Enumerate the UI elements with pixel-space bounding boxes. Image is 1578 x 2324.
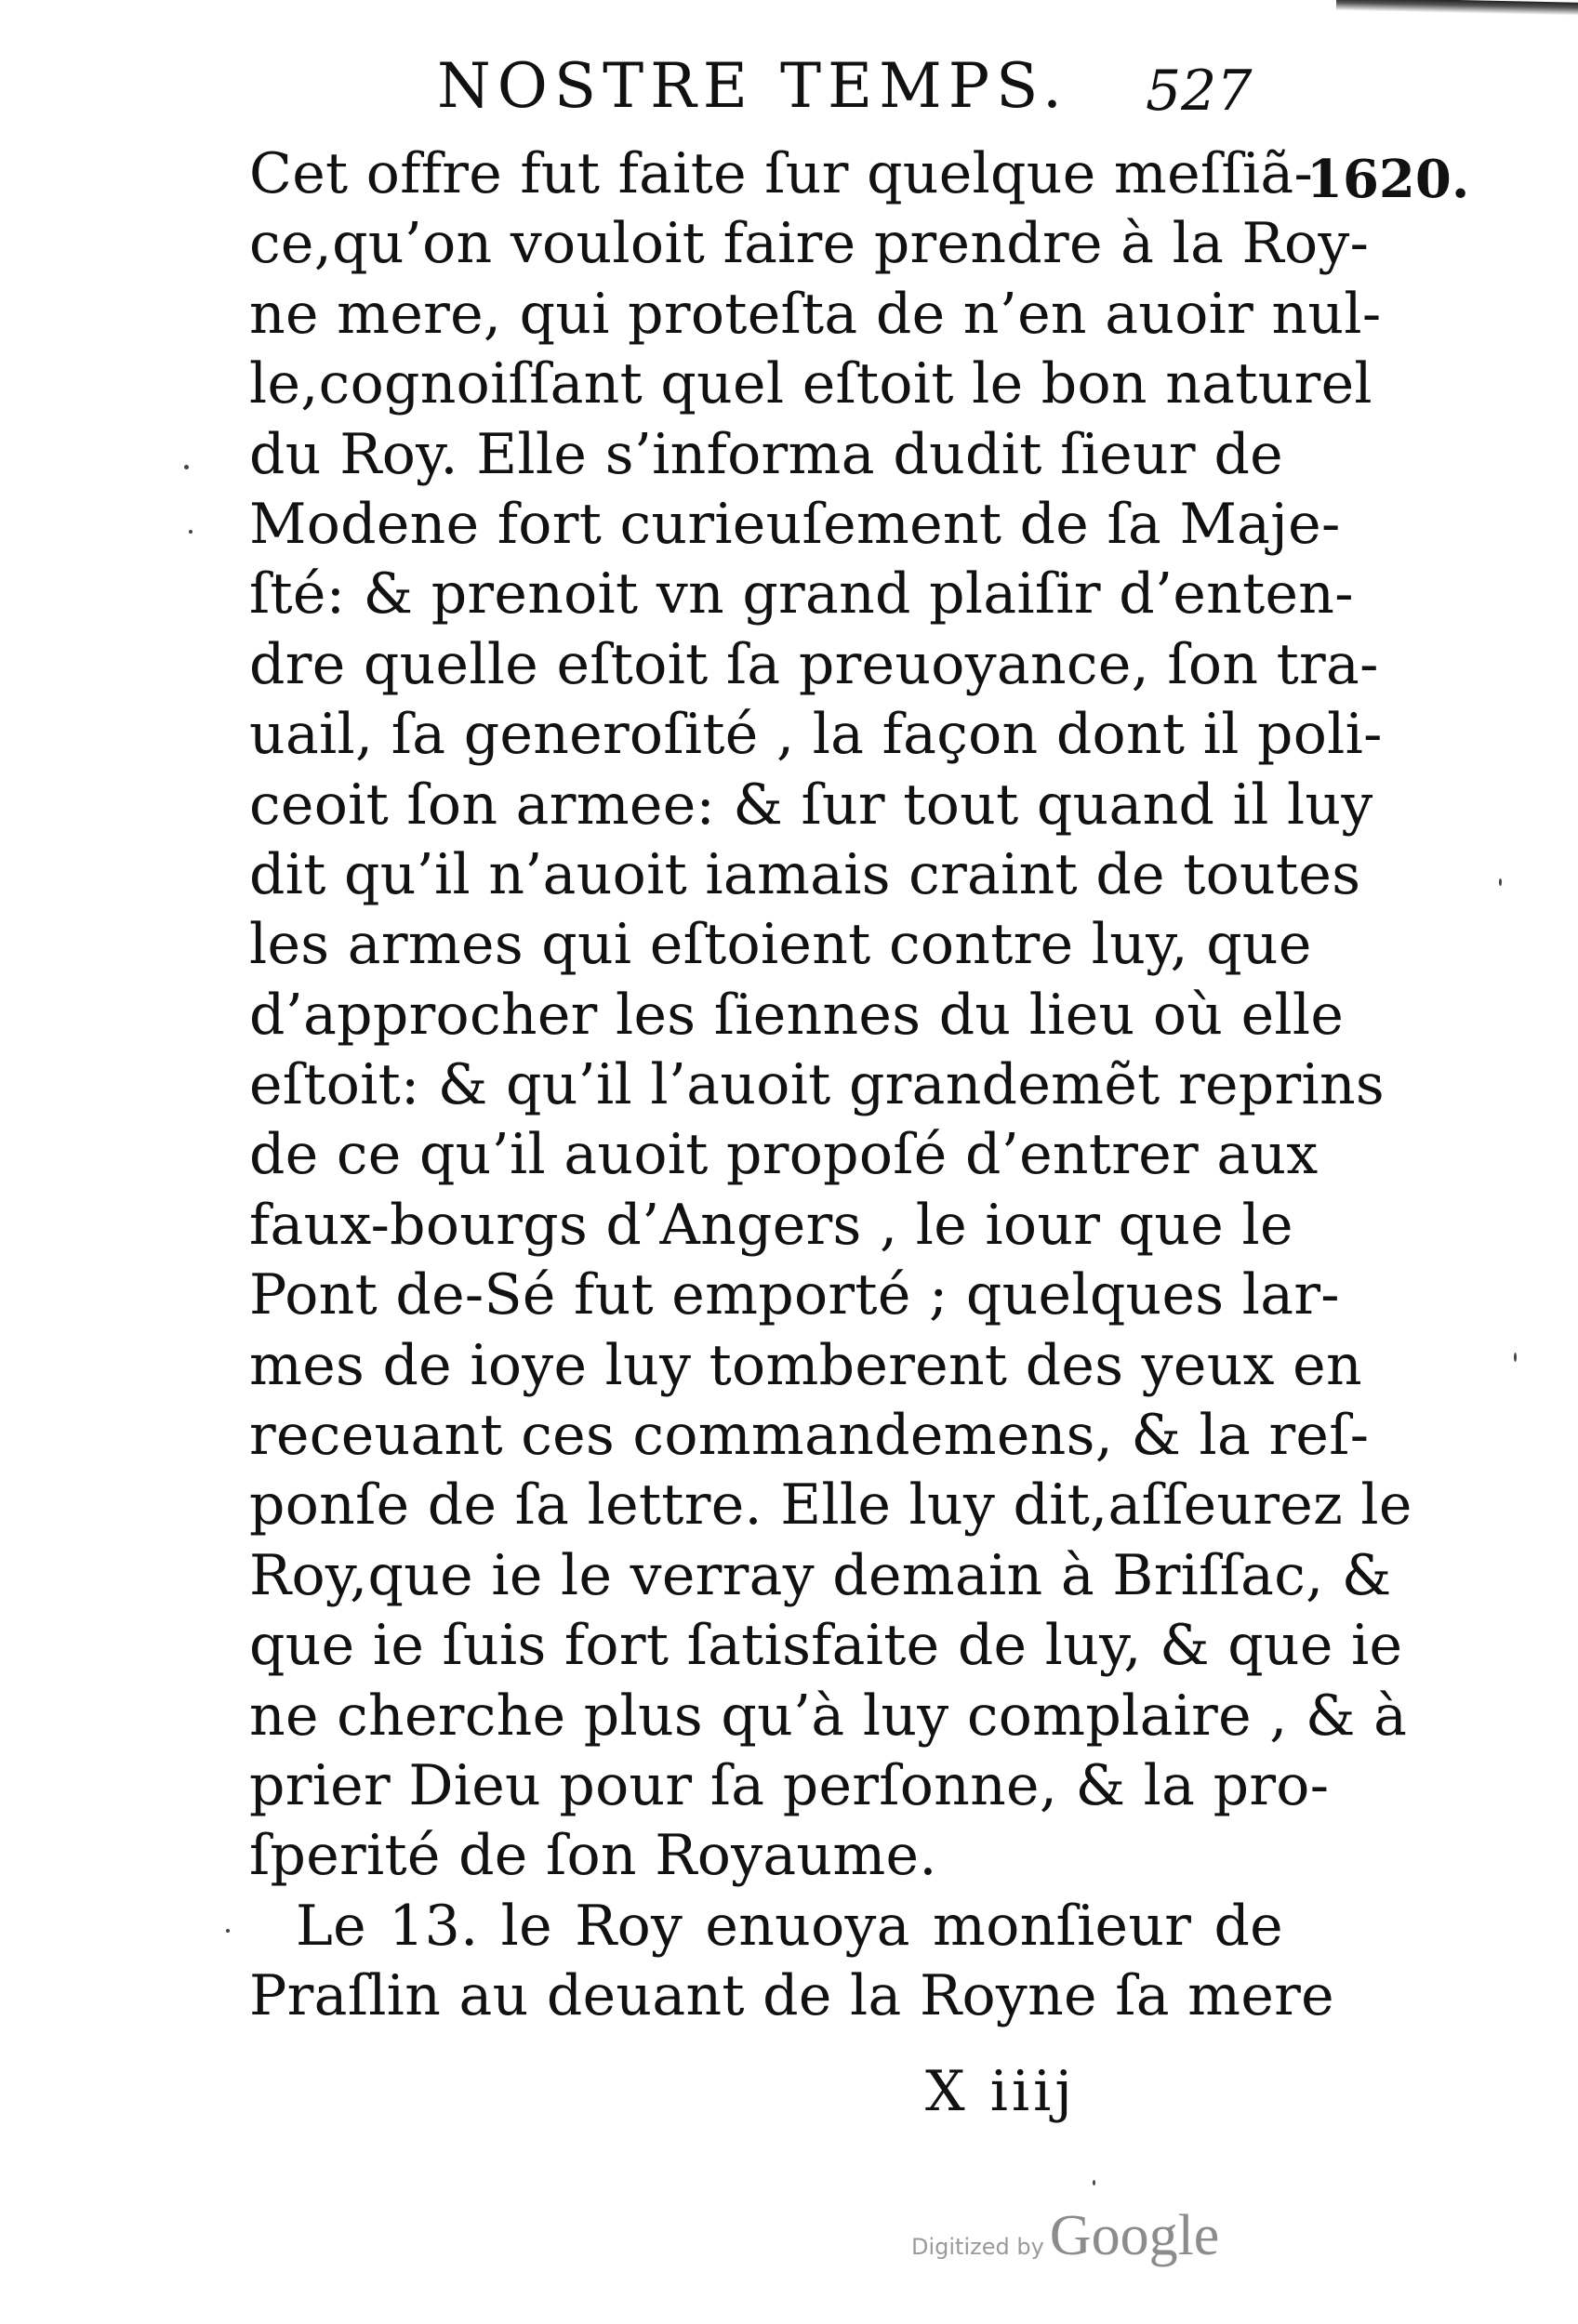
text-line: mes de ioye luy tomberent des yeux en — [249, 1332, 1362, 1398]
text-line: que ie ſuis fort ſatisfaite de luy, & que ie — [249, 1613, 1403, 1679]
scan-speck — [184, 465, 189, 469]
text-line: uail, ſa generoſité , la façon dont il poli- — [249, 702, 1383, 768]
text-line: ne cherche plus qu’à luy complaire , & à — [249, 1683, 1408, 1749]
text-line: faux-bourgs d’Angers , le iour que le — [249, 1192, 1293, 1258]
scan-edge-shadow — [1336, 0, 1578, 16]
text-line: eſtoit: & qu’il l’auoit grandemẽt reprins — [249, 1052, 1385, 1118]
scan-speck — [189, 530, 192, 534]
running-title: NOSTRE TEMPS. — [437, 50, 1068, 122]
text-line: Modene fort curieuſement de ſa Maje- — [249, 491, 1341, 557]
scan-speck — [226, 1929, 230, 1933]
text-line: d’approcher les ſiennes du lieu où elle — [249, 982, 1345, 1048]
margin-year-note: 1620. — [1306, 149, 1470, 210]
text-line: Praſlin au deuant de la Royne ſa mere — [249, 1963, 1334, 2029]
scan-speck — [1499, 878, 1502, 886]
text-line: ceoit ſon armee: & ſur tout quand il luy — [249, 772, 1373, 838]
watermark-brand: Google — [1049, 2204, 1220, 2267]
text-line: Cet offre fut faite ſur quelque meſſiã- — [249, 141, 1314, 206]
text-line-paragraph-end: ſperité de ſon Royaume. — [249, 1823, 937, 1889]
text-line: de ce qu’il auoit propoſé d’entrer aux — [249, 1122, 1319, 1188]
text-line: dit qu’il n’auoit iamais craint de toutes — [249, 841, 1361, 907]
page-number: 527 — [1146, 59, 1253, 124]
scan-speck — [1514, 1353, 1517, 1362]
text-line: le,cognoiſſant quel eſtoit le bon naturel — [249, 351, 1372, 417]
text-line: prier Dieu pour ſa perſonne, & la pro- — [249, 1752, 1330, 1818]
signature-mark: X iiij — [925, 2059, 1076, 2124]
text-line: du Roy. Elle s’informa dudit ſieur de — [249, 421, 1283, 487]
text-line: ne mere, qui proteſta de n’en auoir nul- — [249, 281, 1382, 347]
watermark-prefix: Digitized by — [911, 2234, 1044, 2260]
text-line: les armes qui eſtoient contre luy, que — [249, 912, 1312, 978]
text-line-paragraph-start: Le 13. le Roy enuoya monſieur de — [296, 1893, 1283, 1959]
text-line: receuant ces commandemens, & la reſ- — [249, 1403, 1370, 1469]
text-line: ſté: & prenoit vn grand plaiſir d’enten- — [249, 561, 1354, 627]
digitization-watermark — [911, 2203, 1219, 2269]
text-line: Roy,que ie le verray demain à Briſſac, & — [249, 1542, 1392, 1608]
scan-speck — [1093, 2180, 1095, 2185]
text-line: ponſe de ſa lettre. Elle luy dit,aſſeurez le — [249, 1472, 1412, 1538]
text-line: dre quelle eſtoit ſa preuoyance, ſon tra- — [249, 631, 1379, 697]
text-line: Pont de-Sé fut emporté ; quelques lar- — [249, 1262, 1340, 1328]
text-line: ce,qu’on vouloit faire prendre à la Roy- — [249, 211, 1370, 277]
